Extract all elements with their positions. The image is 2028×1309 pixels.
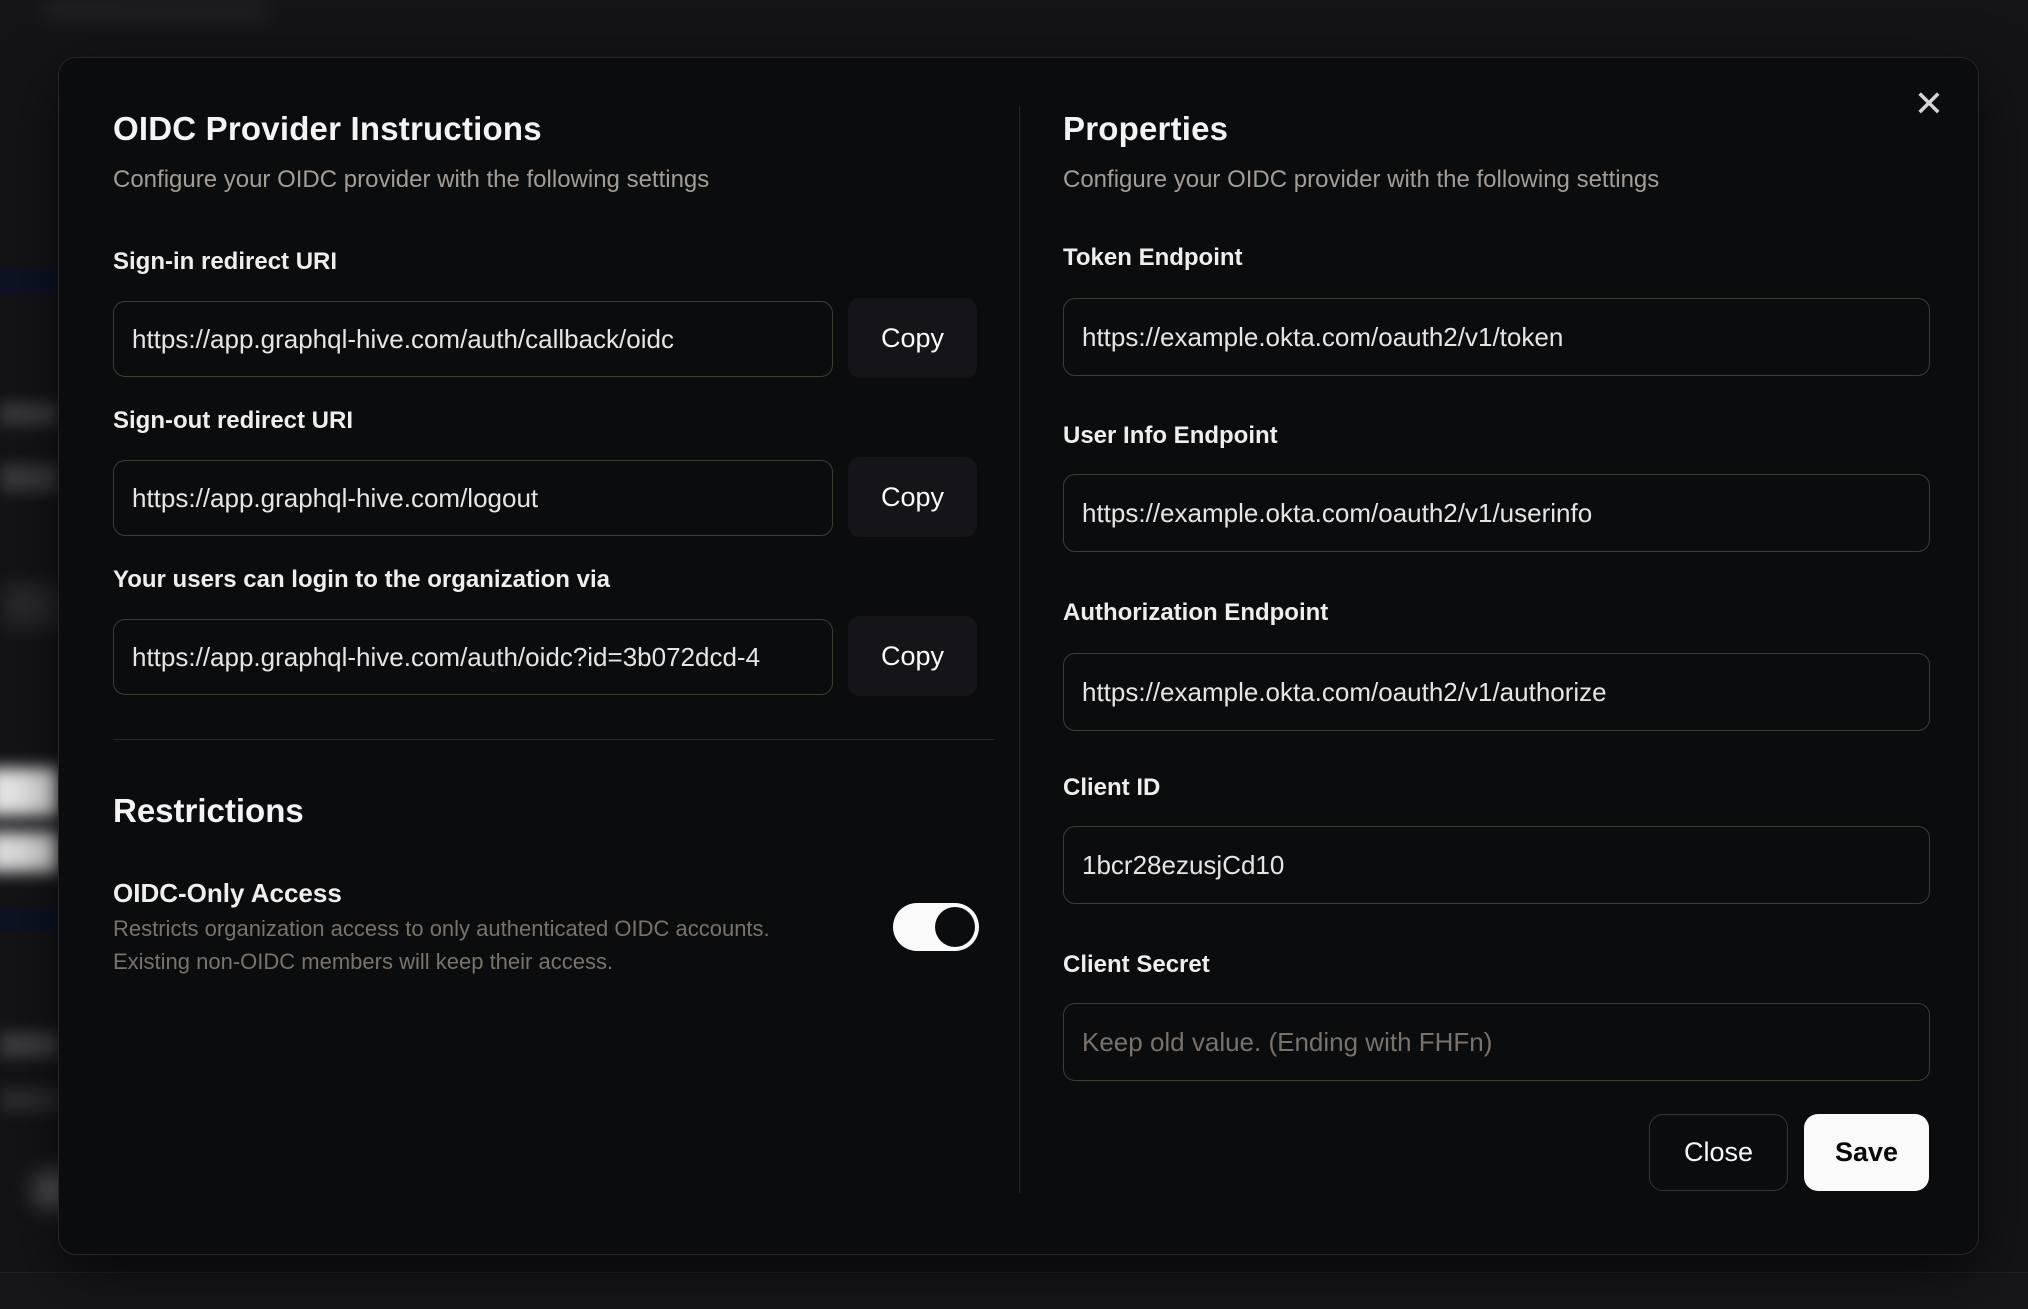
signout-redirect-uri-label: Sign-out redirect URI xyxy=(113,407,354,434)
background-text-blur xyxy=(0,402,58,426)
column-divider xyxy=(1019,106,1020,1193)
right-column-title: Properties xyxy=(1063,110,1229,147)
save-button[interactable]: Save xyxy=(1804,1114,1929,1191)
copy-signin-uri-button[interactable]: Copy xyxy=(848,298,977,378)
organization-login-uri-label: Your users can login to the organization via xyxy=(113,566,610,593)
organization-login-uri-input[interactable] xyxy=(113,619,833,695)
signin-redirect-uri-input[interactable] xyxy=(113,301,833,377)
restrictions-title: Restrictions xyxy=(113,792,304,829)
left-column-subtitle: Configure your OIDC provider with the following settings xyxy=(113,166,710,193)
background-white-button-blur xyxy=(0,832,58,872)
signout-redirect-uri-input[interactable] xyxy=(113,460,833,536)
client-id-input[interactable] xyxy=(1063,826,1930,904)
client-secret-label: Client Secret xyxy=(1063,951,1210,978)
copy-signout-uri-button[interactable]: Copy xyxy=(848,457,977,537)
background-band xyxy=(0,906,58,932)
client-secret-input[interactable] xyxy=(1063,1003,1930,1081)
left-column-divider xyxy=(113,739,995,740)
background-text-blur xyxy=(0,464,58,492)
oidc-only-access-toggle[interactable] xyxy=(893,903,979,951)
close-icon[interactable]: ✕ xyxy=(1905,80,1953,128)
signin-redirect-uri-label: Sign-in redirect URI xyxy=(113,248,338,275)
oidc-only-access-description-line1: Restricts organization access to only authenticated OIDC accounts. xyxy=(113,916,770,941)
oidc-only-access-label: OIDC-Only Access xyxy=(113,878,342,908)
authorization-endpoint-input[interactable] xyxy=(1063,653,1930,731)
toggle-knob xyxy=(935,907,975,947)
background-text-blur xyxy=(0,1032,58,1058)
token-endpoint-label: Token Endpoint xyxy=(1063,244,1243,271)
oidc-only-access-description-line2: Existing non-OIDC members will keep their access. xyxy=(113,949,614,974)
background-glow-top xyxy=(40,0,270,22)
authorization-endpoint-label: Authorization Endpoint xyxy=(1063,599,1329,626)
background-band xyxy=(0,266,58,294)
user-info-endpoint-input[interactable] xyxy=(1063,474,1930,552)
background-blob xyxy=(4,583,58,628)
copy-login-uri-button[interactable]: Copy xyxy=(848,616,977,696)
user-info-endpoint-label: User Info Endpoint xyxy=(1063,422,1278,449)
right-column-subtitle: Configure your OIDC provider with the following settings xyxy=(1063,166,1660,193)
oidc-settings-dialog xyxy=(58,57,1979,1255)
background-white-button-blur xyxy=(0,768,58,816)
left-column-title: OIDC Provider Instructions xyxy=(113,110,542,147)
client-id-label: Client ID xyxy=(1063,774,1161,801)
background-text-blur xyxy=(0,1088,58,1112)
close-button[interactable]: Close xyxy=(1649,1114,1788,1191)
token-endpoint-input[interactable] xyxy=(1063,298,1930,376)
background-bottom-band xyxy=(0,1272,2028,1309)
